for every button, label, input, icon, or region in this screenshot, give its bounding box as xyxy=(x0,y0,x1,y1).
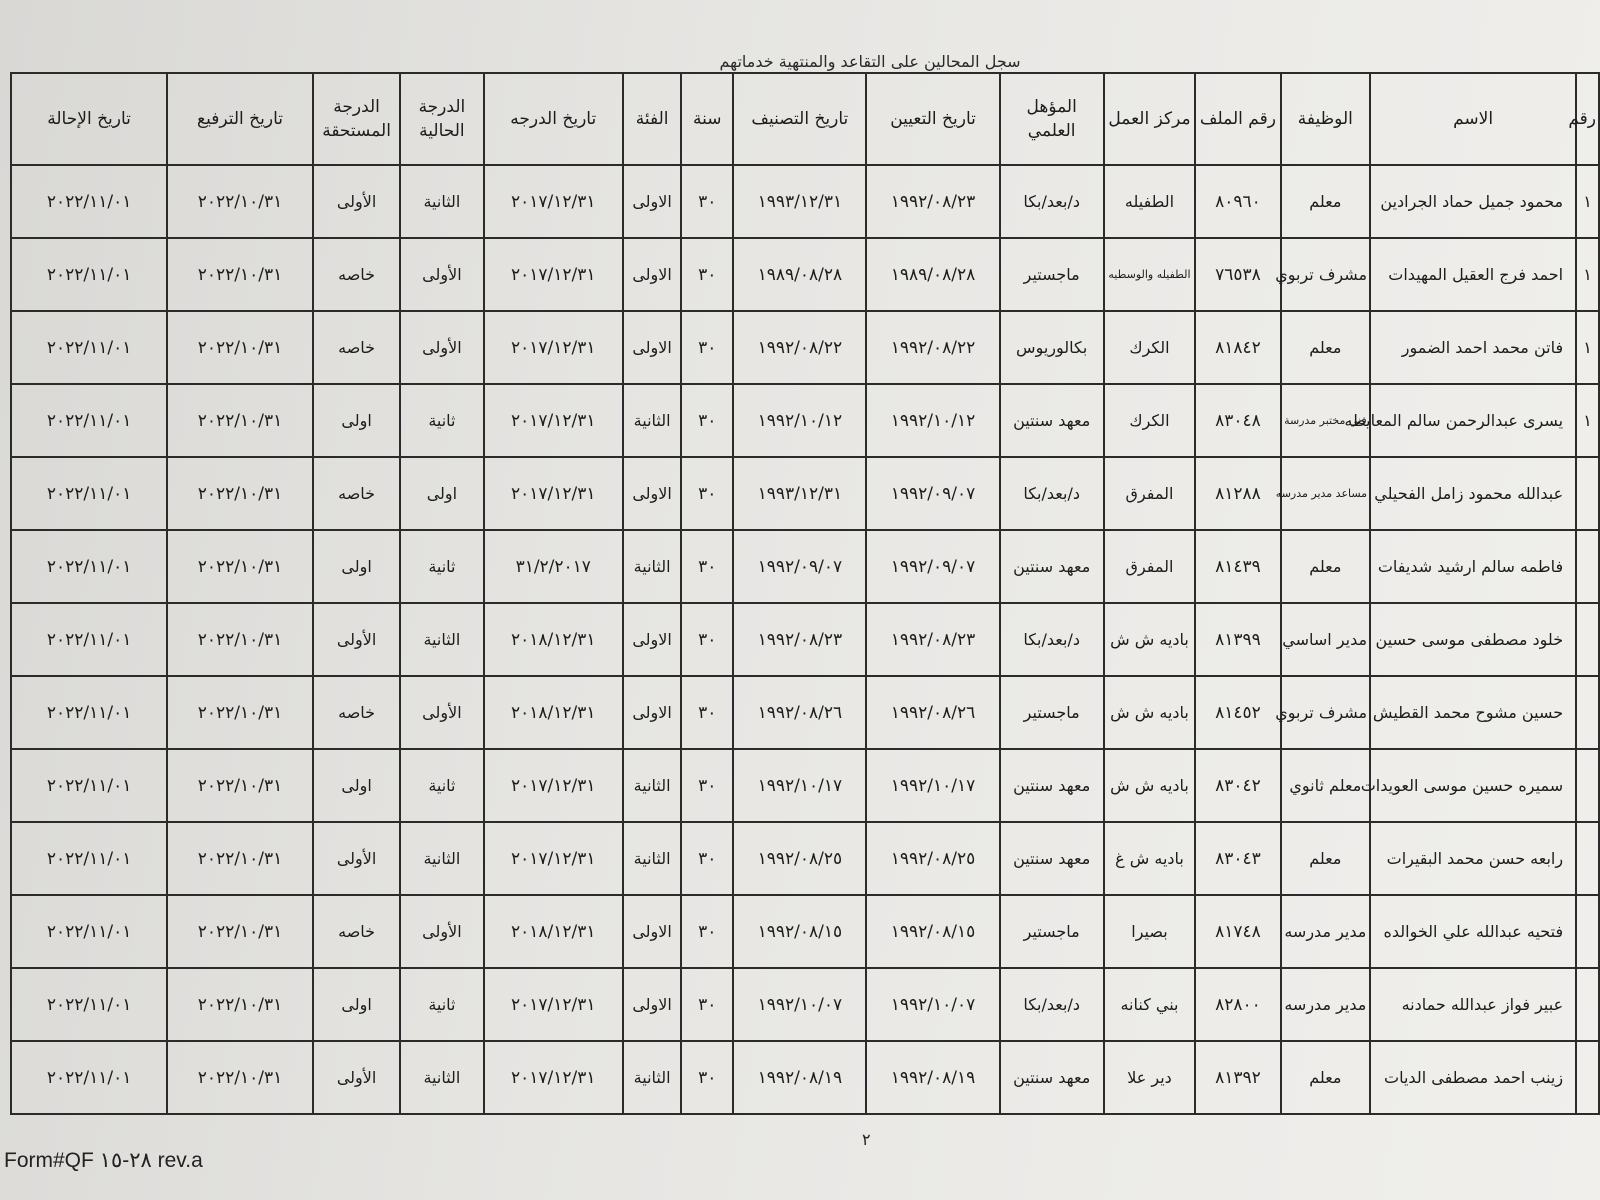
col-header-grade-date: تاريخ الدرجه xyxy=(484,73,623,165)
cell-name: فاتن محمد احمد الضمور xyxy=(1370,311,1576,384)
col-header-appointment-date: تاريخ التعيين xyxy=(866,73,999,165)
cell-category: الثانية xyxy=(623,749,681,822)
col-header-seq: رقم xyxy=(1576,73,1599,165)
cell-seq: ١ xyxy=(1576,165,1599,238)
cell-appointment-date: ١٩٩٢/٠٨/٢٥ xyxy=(866,822,999,895)
table-row xyxy=(11,895,1599,968)
cell-file-number: ٨١٤٣٩ xyxy=(1195,530,1280,603)
cell-qualification: معهد سنتين xyxy=(1000,822,1104,895)
col-header-center: مركز العمل xyxy=(1104,73,1196,165)
cell-file-number: ٨١٧٤٨ xyxy=(1195,895,1280,968)
cell-retirement-date: ٢٠٢٢/١١/٠١ xyxy=(11,968,167,1041)
cell-name: حسين مشوح محمد القطيش xyxy=(1370,676,1576,749)
cell-current-grade: ثانية xyxy=(400,530,483,603)
cell-promotion-date: ٢٠٢٢/١٠/٣١ xyxy=(167,384,313,457)
cell-job: مدير اساسي xyxy=(1281,603,1370,676)
cell-appointment-date: ١٩٩٢/١٠/٠٧ xyxy=(866,968,999,1041)
page-number: ٢ xyxy=(862,1130,871,1149)
retirees-table xyxy=(10,72,1600,1115)
cell-due-grade: الأولى xyxy=(313,822,400,895)
cell-retirement-date: ٢٠٢٢/١١/٠١ xyxy=(11,749,167,822)
cell-due-grade: خاصه xyxy=(313,457,400,530)
cell-due-grade: خاصه xyxy=(313,895,400,968)
cell-due-grade: الأولى xyxy=(313,603,400,676)
col-header-job: الوظيفة xyxy=(1281,73,1370,165)
col-header-classification-date: تاريخ التصنيف xyxy=(733,73,866,165)
cell-job: مشرف تربوي xyxy=(1281,238,1370,311)
table-row xyxy=(11,676,1599,749)
cell-due-grade: اولى xyxy=(313,968,400,1041)
cell-qualification: د/بعد/بكا xyxy=(1000,603,1104,676)
cell-promotion-date: ٢٠٢٢/١٠/٣١ xyxy=(167,530,313,603)
cell-category: الثانية xyxy=(623,384,681,457)
col-header-promotion-date: تاريخ الترفيع xyxy=(167,73,313,165)
cell-classification-date: ١٩٩٢/١٠/١٢ xyxy=(733,384,866,457)
cell-promotion-date: ٢٠٢٢/١٠/٣١ xyxy=(167,968,313,1041)
cell-classification-date: ١٩٩٢/٠٩/٠٧ xyxy=(733,530,866,603)
cell-seq: ١ xyxy=(1576,238,1599,311)
cell-current-grade: الأولى xyxy=(400,238,483,311)
cell-work-center: الكرك xyxy=(1104,311,1196,384)
cell-current-grade: الأولى xyxy=(400,311,483,384)
cell-qualification: ماجستير xyxy=(1000,895,1104,968)
cell-file-number: ٨٠٩٦٠ xyxy=(1195,165,1280,238)
cell-current-grade: ثانية xyxy=(400,749,483,822)
cell-appointment-date: ١٩٩٢/١٠/١٢ xyxy=(866,384,999,457)
cell-seq xyxy=(1576,457,1599,530)
cell-name: محمود جميل حماد الجرادين xyxy=(1370,165,1576,238)
cell-job: معلم xyxy=(1281,165,1370,238)
cell-qualification: ماجستير xyxy=(1000,676,1104,749)
cell-due-grade: الأولى xyxy=(313,1041,400,1114)
cell-file-number: ٨١٢٨٨ xyxy=(1195,457,1280,530)
cell-promotion-date: ٢٠٢٢/١٠/٣١ xyxy=(167,311,313,384)
cell-current-grade: الثانية xyxy=(400,603,483,676)
cell-work-center: الكرك xyxy=(1104,384,1196,457)
cell-appointment-date: ١٩٩٢/٠٩/٠٧ xyxy=(866,457,999,530)
cell-work-center: المفرق xyxy=(1104,457,1196,530)
cell-classification-date: ١٩٩٢/٠٨/٢٦ xyxy=(733,676,866,749)
cell-current-grade: الثانية xyxy=(400,165,483,238)
table-row xyxy=(11,749,1599,822)
cell-category: الاولى xyxy=(623,457,681,530)
cell-current-grade: الثانية xyxy=(400,822,483,895)
cell-work-center: باديه ش ش xyxy=(1104,749,1196,822)
cell-due-grade: خاصه xyxy=(313,238,400,311)
cell-current-grade: ثانية xyxy=(400,968,483,1041)
cell-category: الثانية xyxy=(623,530,681,603)
cell-promotion-date: ٢٠٢٢/١٠/٣١ xyxy=(167,676,313,749)
cell-work-center: الطفيله xyxy=(1104,165,1196,238)
cell-name: سميره حسين موسى العويدات xyxy=(1370,749,1576,822)
cell-category: الاولى xyxy=(623,238,681,311)
cell-file-number: ٨٢٨٠٠ xyxy=(1195,968,1280,1041)
cell-name: رابعه حسن محمد البقيرات xyxy=(1370,822,1576,895)
cell-qualification: معهد سنتين xyxy=(1000,1041,1104,1114)
cell-qualification: معهد سنتين xyxy=(1000,749,1104,822)
cell-seq xyxy=(1576,676,1599,749)
cell-year: ٣٠ xyxy=(681,165,733,238)
cell-file-number: ٨١٨٤٢ xyxy=(1195,311,1280,384)
table-row xyxy=(11,822,1599,895)
cell-retirement-date: ٢٠٢٢/١١/٠١ xyxy=(11,457,167,530)
cell-grade-date: ٢٠١٧/١٢/٣١ xyxy=(484,238,623,311)
cell-work-center: بصيرا xyxy=(1104,895,1196,968)
cell-retirement-date: ٢٠٢٢/١١/٠١ xyxy=(11,238,167,311)
cell-classification-date: ١٩٩٣/١٢/٣١ xyxy=(733,165,866,238)
cell-job: مشرف تربوي xyxy=(1281,676,1370,749)
cell-file-number: ٨١٤٥٢ xyxy=(1195,676,1280,749)
cell-seq: ١ xyxy=(1576,311,1599,384)
cell-job: معلم xyxy=(1281,530,1370,603)
table-row xyxy=(11,311,1599,384)
cell-category: الاولى xyxy=(623,603,681,676)
cell-job: معلم ثانوي xyxy=(1281,749,1370,822)
cell-retirement-date: ٢٠٢٢/١١/٠١ xyxy=(11,822,167,895)
cell-year: ٣٠ xyxy=(681,457,733,530)
table-row xyxy=(11,603,1599,676)
cell-current-grade: الأولى xyxy=(400,676,483,749)
cell-seq xyxy=(1576,822,1599,895)
cell-qualification: معهد سنتين xyxy=(1000,384,1104,457)
cell-current-grade: الثانية xyxy=(400,1041,483,1114)
col-header-retirement-date: تاريخ الإحالة xyxy=(11,73,167,165)
cell-seq xyxy=(1576,530,1599,603)
cell-due-grade: خاصه xyxy=(313,676,400,749)
cell-retirement-date: ٢٠٢٢/١١/٠١ xyxy=(11,895,167,968)
table-row xyxy=(11,384,1599,457)
cell-due-grade: اولى xyxy=(313,384,400,457)
cell-seq xyxy=(1576,895,1599,968)
cell-year: ٣٠ xyxy=(681,749,733,822)
col-header-file: رقم الملف xyxy=(1195,73,1280,165)
cell-file-number: ٧٦٥٣٨ xyxy=(1195,238,1280,311)
cell-classification-date: ١٩٩٢/٠٨/١٩ xyxy=(733,1041,866,1114)
cell-classification-date: ١٩٩٢/٠٨/٢٥ xyxy=(733,822,866,895)
page-title: سجل المحالين على التقاعد والمنتهية خدماتهم xyxy=(719,52,1021,71)
cell-year: ٣٠ xyxy=(681,895,733,968)
cell-due-grade: اولى xyxy=(313,749,400,822)
cell-name: خلود مصطفى موسى حسين xyxy=(1370,603,1576,676)
cell-grade-date: ٢٠١٧/١٢/٣١ xyxy=(484,749,623,822)
cell-classification-date: ١٩٩٢/١٠/٠٧ xyxy=(733,968,866,1041)
cell-category: الاولى xyxy=(623,165,681,238)
col-header-due-grade: الدرجة المستحقة xyxy=(313,73,400,165)
cell-category: الثانية xyxy=(623,1041,681,1114)
cell-grade-date: ٢٠١٨/١٢/٣١ xyxy=(484,895,623,968)
cell-qualification: معهد سنتين xyxy=(1000,530,1104,603)
cell-classification-date: ١٩٩٢/٠٨/١٥ xyxy=(733,895,866,968)
cell-file-number: ٨٣٠٤٢ xyxy=(1195,749,1280,822)
table-row xyxy=(11,968,1599,1041)
cell-appointment-date: ١٩٨٩/٠٨/٢٨ xyxy=(866,238,999,311)
cell-current-grade: ثانية xyxy=(400,384,483,457)
cell-promotion-date: ٢٠٢٢/١٠/٣١ xyxy=(167,165,313,238)
cell-name: فاطمه سالم ارشيد شديفات xyxy=(1370,530,1576,603)
cell-retirement-date: ٢٠٢٢/١١/٠١ xyxy=(11,165,167,238)
cell-work-center: دير علا xyxy=(1104,1041,1196,1114)
table-row xyxy=(11,165,1599,238)
form-code: Form#QF ٢٨-١٥ rev.a xyxy=(4,1149,203,1172)
cell-grade-date: ٢٠١٧/١٢/٣١ xyxy=(484,968,623,1041)
cell-file-number: ٨١٣٩٢ xyxy=(1195,1041,1280,1114)
cell-due-grade: خاصه xyxy=(313,311,400,384)
cell-file-number: ٨٣٠٤٨ xyxy=(1195,384,1280,457)
cell-seq xyxy=(1576,968,1599,1041)
table-row xyxy=(11,457,1599,530)
cell-classification-date: ١٩٨٩/٠٨/٢٨ xyxy=(733,238,866,311)
cell-classification-date: ١٩٩٢/١٠/١٧ xyxy=(733,749,866,822)
cell-retirement-date: ٢٠٢٢/١١/٠١ xyxy=(11,311,167,384)
cell-name: عبدالله محمود زامل الفحيلي xyxy=(1370,457,1576,530)
cell-file-number: ٨١٣٩٩ xyxy=(1195,603,1280,676)
cell-due-grade: اولى xyxy=(313,530,400,603)
table-row xyxy=(11,530,1599,603)
cell-category: الاولى xyxy=(623,676,681,749)
cell-year: ٣٠ xyxy=(681,530,733,603)
cell-year: ٣٠ xyxy=(681,676,733,749)
cell-promotion-date: ٢٠٢٢/١٠/٣١ xyxy=(167,749,313,822)
cell-qualification: د/بعد/بكا xyxy=(1000,457,1104,530)
cell-job: فني مختبر مدرسة xyxy=(1281,384,1370,457)
header-row xyxy=(11,73,1599,165)
cell-grade-date: ٢٠١٧/١٢/٣١ xyxy=(484,311,623,384)
table-row xyxy=(11,1041,1599,1114)
table-row xyxy=(11,238,1599,311)
cell-work-center: المفرق xyxy=(1104,530,1196,603)
cell-due-grade: الأولى xyxy=(313,165,400,238)
cell-name: عبير فواز عبدالله حمادنه xyxy=(1370,968,1576,1041)
cell-grade-date: ٢٠١٧/١٢/٣١ xyxy=(484,457,623,530)
cell-job: معلم xyxy=(1281,822,1370,895)
cell-file-number: ٨٣٠٤٣ xyxy=(1195,822,1280,895)
cell-work-center: باديه ش ش xyxy=(1104,676,1196,749)
cell-work-center: بني كنانه xyxy=(1104,968,1196,1041)
cell-job: معلم xyxy=(1281,311,1370,384)
cell-grade-date: ٢٠١٧/١٢/٣١ xyxy=(484,822,623,895)
cell-year: ٣٠ xyxy=(681,968,733,1041)
cell-qualification: بكالوريوس xyxy=(1000,311,1104,384)
cell-seq xyxy=(1576,1041,1599,1114)
cell-classification-date: ١٩٩٣/١٢/٣١ xyxy=(733,457,866,530)
cell-appointment-date: ١٩٩٢/٠٩/٠٧ xyxy=(866,530,999,603)
cell-qualification: ماجستير xyxy=(1000,238,1104,311)
col-header-name: الاسم xyxy=(1370,73,1576,165)
cell-category: الثانية xyxy=(623,822,681,895)
cell-promotion-date: ٢٠٢٢/١٠/٣١ xyxy=(167,895,313,968)
cell-job: مساعد مدير مدرسه xyxy=(1281,457,1370,530)
cell-year: ٣٠ xyxy=(681,603,733,676)
cell-category: الاولى xyxy=(623,895,681,968)
col-header-current-grade: الدرجة الحالية xyxy=(400,73,483,165)
cell-classification-date: ١٩٩٢/٠٨/٢٣ xyxy=(733,603,866,676)
cell-grade-date: ٢٠١٧/١٢/٣١ xyxy=(484,384,623,457)
cell-appointment-date: ١٩٩٢/٠٨/١٥ xyxy=(866,895,999,968)
cell-job: معلم xyxy=(1281,1041,1370,1114)
cell-year: ٣٠ xyxy=(681,311,733,384)
cell-retirement-date: ٢٠٢٢/١١/٠١ xyxy=(11,384,167,457)
cell-name: يسرى عبدالرحمن سالم المعايطه xyxy=(1370,384,1576,457)
cell-promotion-date: ٢٠٢٢/١٠/٣١ xyxy=(167,1041,313,1114)
cell-grade-date: ٢٠١٧/١٢/٣١ xyxy=(484,1041,623,1114)
cell-year: ٣٠ xyxy=(681,384,733,457)
col-header-year: سنة xyxy=(681,73,733,165)
cell-classification-date: ١٩٩٢/٠٨/٢٢ xyxy=(733,311,866,384)
cell-grade-date: ٣١/٢/٢٠١٧ xyxy=(484,530,623,603)
cell-seq xyxy=(1576,603,1599,676)
cell-appointment-date: ١٩٩٢/٠٨/٢٦ xyxy=(866,676,999,749)
cell-retirement-date: ٢٠٢٢/١١/٠١ xyxy=(11,676,167,749)
cell-category: الاولى xyxy=(623,968,681,1041)
cell-current-grade: اولى xyxy=(400,457,483,530)
cell-promotion-date: ٢٠٢٢/١٠/٣١ xyxy=(167,238,313,311)
cell-promotion-date: ٢٠٢٢/١٠/٣١ xyxy=(167,603,313,676)
cell-job: مدير مدرسه xyxy=(1281,895,1370,968)
cell-retirement-date: ٢٠٢٢/١١/٠١ xyxy=(11,1041,167,1114)
cell-grade-date: ٢٠١٨/١٢/٣١ xyxy=(484,603,623,676)
cell-year: ٣٠ xyxy=(681,822,733,895)
cell-retirement-date: ٢٠٢٢/١١/٠١ xyxy=(11,530,167,603)
cell-promotion-date: ٢٠٢٢/١٠/٣١ xyxy=(167,457,313,530)
cell-year: ٣٠ xyxy=(681,1041,733,1114)
cell-promotion-date: ٢٠٢٢/١٠/٣١ xyxy=(167,822,313,895)
cell-grade-date: ٢٠١٨/١٢/٣١ xyxy=(484,676,623,749)
cell-retirement-date: ٢٠٢٢/١١/٠١ xyxy=(11,603,167,676)
col-header-category: الفئة xyxy=(623,73,681,165)
cell-name: فتحيه عبدالله علي الخوالده xyxy=(1370,895,1576,968)
cell-qualification: د/بعد/بكا xyxy=(1000,968,1104,1041)
cell-appointment-date: ١٩٩٢/٠٨/٢٢ xyxy=(866,311,999,384)
cell-current-grade: الأولى xyxy=(400,895,483,968)
cell-category: الاولى xyxy=(623,311,681,384)
cell-appointment-date: ١٩٩٢/٠٨/١٩ xyxy=(866,1041,999,1114)
cell-appointment-date: ١٩٩٢/٠٨/٢٣ xyxy=(866,603,999,676)
cell-year: ٣٠ xyxy=(681,238,733,311)
cell-seq xyxy=(1576,749,1599,822)
cell-qualification: د/بعد/بكا xyxy=(1000,165,1104,238)
cell-appointment-date: ١٩٩٢/٠٨/٢٣ xyxy=(866,165,999,238)
cell-work-center: باديه ش غ xyxy=(1104,822,1196,895)
cell-grade-date: ٢٠١٧/١٢/٣١ xyxy=(484,165,623,238)
cell-work-center: الطفيله والوسطيه xyxy=(1104,238,1196,311)
cell-work-center: باديه ش ش xyxy=(1104,603,1196,676)
cell-name: زينب احمد مصطفى الديات xyxy=(1370,1041,1576,1114)
cell-seq: ١ xyxy=(1576,384,1599,457)
col-header-qualification: المؤهل العلمي xyxy=(1000,73,1104,165)
cell-job: مدير مدرسه xyxy=(1281,968,1370,1041)
cell-name: احمد فرج العقيل المهيدات xyxy=(1370,238,1576,311)
cell-appointment-date: ١٩٩٢/١٠/١٧ xyxy=(866,749,999,822)
